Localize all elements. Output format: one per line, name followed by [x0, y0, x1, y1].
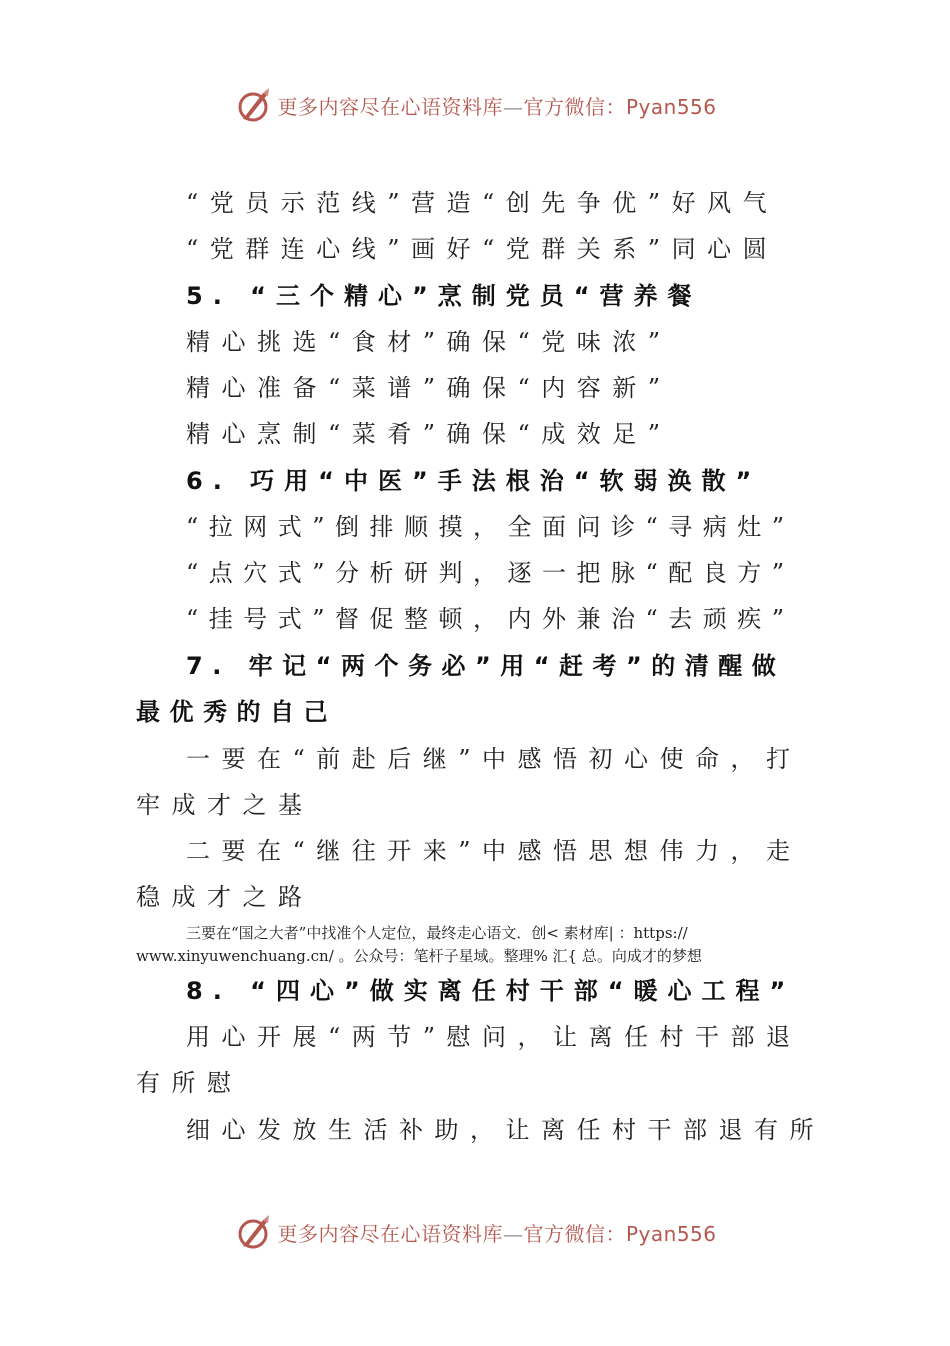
banner-text	[277, 1218, 716, 1247]
banner-left-text: 更多内容尽在心语资料库	[277, 94, 503, 119]
section-heading: 8. “四心”做实离任村干部“暖心工程”	[186, 977, 796, 1005]
banner-left-text: 更多内容尽在心语资料库	[277, 1221, 503, 1246]
banner-wechat-id: Pyan556	[625, 1221, 717, 1246]
text-line: 一要在“前赴后继”中感悟初心使命，打	[186, 745, 802, 773]
quill-pen-logo-icon	[233, 85, 273, 125]
section-heading-continued: 最优秀的自己	[136, 698, 337, 726]
quill-pen-logo-icon	[233, 1212, 273, 1252]
text-line: 精心烹制“菜肴”确保“成效足”	[186, 420, 672, 448]
text-line: 二要在“继往开来”中感悟思想伟力，走	[186, 837, 802, 865]
section-heading: 5. “三个精心”烹制党员“营养餐	[186, 282, 702, 310]
small-text-line: www.xinyuwenchuang.cn/ 。公众号：笔杆子星域。整理% 汇{ 总。向成才的梦想	[136, 947, 702, 965]
text-line: “党员示范线”营造“创先争优”好风气	[186, 189, 779, 217]
text-line: “拉网式”倒排顺摸，全面问诊“寻病灶”	[186, 513, 795, 541]
text-line: “党群连心线”画好“党群关系”同心圆	[186, 235, 779, 263]
text-line: 细心发放生活补助，让离任村干部退有所	[186, 1116, 825, 1144]
small-text-line: 三要在“国之大者”中找准个人定位，最终走心语文．创< 素材库| ：https://	[186, 924, 688, 942]
text-line: 精心挑选“食材”确保“党味浓”	[186, 328, 672, 356]
section-heading: 7. 牢记“两个务必”用“赶考”的清醒做	[186, 652, 786, 680]
banner-right-text: 官方微信：	[523, 1221, 626, 1246]
text-line: “点穴式”分析研判，逐一把脉“配良方”	[186, 559, 795, 587]
header-banner	[0, 80, 950, 130]
text-line: 稳成才之路	[136, 883, 314, 911]
banner-separator: —	[502, 94, 524, 119]
text-line: 牢成才之基	[136, 791, 314, 819]
banner-right-text: 官方微信：	[523, 94, 626, 119]
text-line: 精心准备“菜谱”确保“内容新”	[186, 374, 672, 402]
footer-banner	[0, 1207, 950, 1257]
text-line: “挂号式”督促整顿，内外兼治“去顽疾”	[186, 605, 795, 633]
text-line: 用心开展“两节”慰问，让离任村干部退	[186, 1023, 802, 1051]
section-heading: 6. 巧用“中医”手法根治“软弱涣散”	[186, 467, 762, 495]
banner-wechat-id: Pyan556	[625, 94, 717, 119]
banner-separator: —	[502, 1221, 524, 1246]
text-line: 有所慰	[136, 1069, 243, 1097]
banner-text	[277, 91, 716, 120]
